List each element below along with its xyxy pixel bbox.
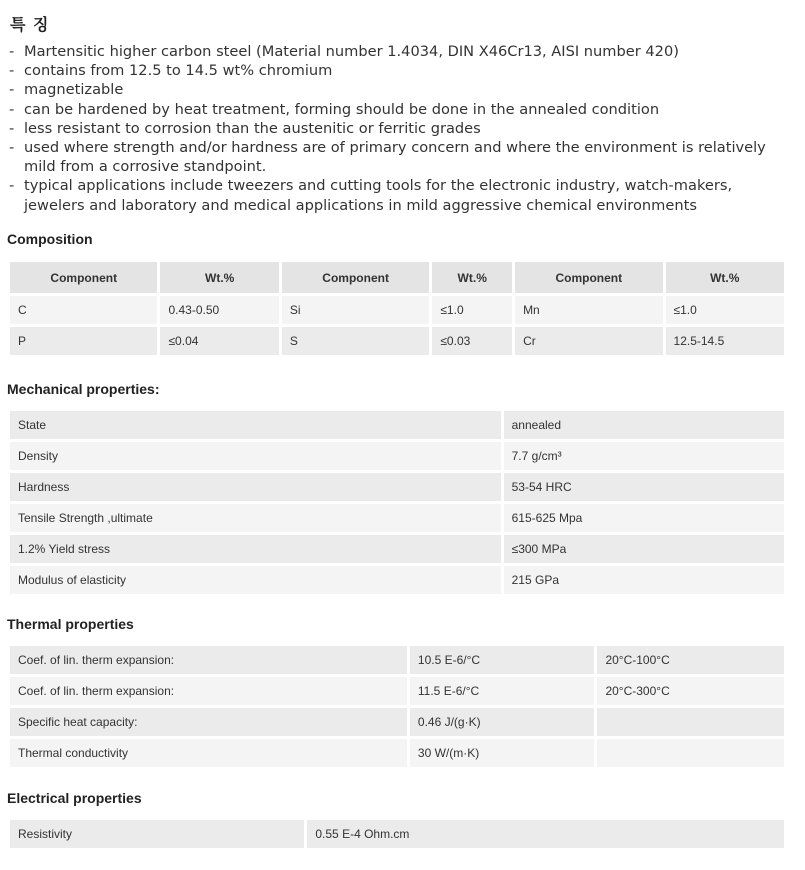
property-range: 20°C-100°C [597, 646, 784, 674]
property-name: Coef. of lin. therm expansion: [10, 677, 407, 705]
electrical-table [7, 817, 787, 851]
table-cell: Cr [515, 327, 662, 355]
property-name: State [10, 411, 501, 439]
feature-item: - Martensitic higher carbon steel (Material number 1.4034, DIN X46Cr13, AISI number 420) [9, 43, 679, 60]
column-header: Component [282, 262, 429, 293]
feature-item: - typical applications include tweezers and cutting tools for the electronic industry, watch-makers, jewelers and laboratory and medical applications in mild aggressive chemical environments [9, 177, 733, 214]
property-name: Specific heat capacity: [10, 708, 407, 736]
table-row [10, 442, 784, 470]
property-name: Thermal conductivity [10, 739, 407, 767]
dash-bullet: - [9, 139, 15, 157]
table-cell: ≤0.04 [160, 327, 278, 355]
table-row [10, 535, 784, 563]
property-name: Resistivity [10, 820, 304, 848]
table-cell: C [10, 296, 157, 324]
table-cell: P [10, 327, 157, 355]
dash-bullet: - [9, 81, 15, 99]
property-value: 615-625 Mpa [504, 504, 784, 532]
table-cell: S [282, 327, 429, 355]
feature-item: - less resistant to corrosion than the austenitic or ferritic grades [9, 119, 481, 137]
feature-item: - can be hardened by heat treatment, forming should be done in the annealed condition [9, 100, 660, 118]
property-value: 0.46 J/(g·K) [410, 708, 595, 736]
column-header: Wt.% [160, 262, 278, 293]
thermal-table [7, 643, 787, 770]
dash-bullet: - [9, 62, 15, 80]
column-header: Component [515, 262, 662, 293]
dash-bullet: - [9, 43, 15, 60]
table-row [10, 646, 784, 674]
dash-bullet: - [9, 177, 15, 195]
mechanical-title: Mechanical properties: [7, 381, 160, 397]
features-list [9, 42, 789, 215]
feature-item: - contains from 12.5 to 14.5 wt% chromium [9, 62, 333, 80]
property-name: Coef. of lin. therm expansion: [10, 646, 407, 674]
electrical-title: Electrical properties [7, 790, 142, 806]
thermal-title: Thermal properties [7, 616, 134, 632]
page-title: 특 징 [10, 15, 50, 34]
property-value: 0.55 E-4 Ohm.cm [307, 820, 784, 848]
table-cell: Si [282, 296, 429, 324]
table-cell: Mn [515, 296, 662, 324]
dash-bullet: - [9, 100, 15, 118]
column-header: Component [10, 262, 157, 293]
composition-title: Composition [7, 231, 93, 247]
column-header: Wt.% [432, 262, 512, 293]
table-cell: ≤0.03 [432, 327, 512, 355]
table-row [10, 739, 784, 767]
table-row [10, 327, 784, 355]
property-name: Density [10, 442, 501, 470]
property-name: Modulus of elasticity [10, 566, 501, 594]
column-header: Wt.% [666, 262, 784, 293]
table-row [10, 820, 784, 848]
property-value: 11.5 E-6/°C [410, 677, 595, 705]
property-value: 53-54 HRC [504, 473, 784, 501]
property-value: ≤300 MPa [504, 535, 784, 563]
property-value: 10.5 E-6/°C [410, 646, 595, 674]
property-value: 7.7 g/cm³ [504, 442, 784, 470]
property-range [597, 708, 784, 736]
table-row [10, 504, 784, 532]
property-range [597, 739, 784, 767]
property-name: 1.2% Yield stress [10, 535, 501, 563]
property-name: Tensile Strength ,ultimate [10, 504, 501, 532]
property-value: 30 W/(m·K) [410, 739, 595, 767]
feature-item: - magnetizable [9, 81, 124, 99]
table-cell: ≤1.0 [432, 296, 512, 324]
dash-bullet: - [9, 119, 15, 137]
table-row [10, 296, 784, 324]
feature-item: - used where strength and/or hardness are of primary concern and where the environment is relatively mild from a corrosive standpoint. [9, 139, 766, 176]
table-cell: 0.43-0.50 [160, 296, 278, 324]
table-cell: 12.5-14.5 [666, 327, 784, 355]
table-row [10, 677, 784, 705]
property-value: 215 GPa [504, 566, 784, 594]
property-range: 20°C-300°C [597, 677, 784, 705]
table-cell: ≤1.0 [666, 296, 784, 324]
composition-table [7, 259, 787, 358]
mechanical-table [7, 408, 787, 597]
property-name: Hardness [10, 473, 501, 501]
table-row [10, 566, 784, 594]
table-header-row [10, 262, 784, 293]
table-row [10, 473, 784, 501]
property-value: annealed [504, 411, 784, 439]
table-row [10, 411, 784, 439]
table-row [10, 708, 784, 736]
